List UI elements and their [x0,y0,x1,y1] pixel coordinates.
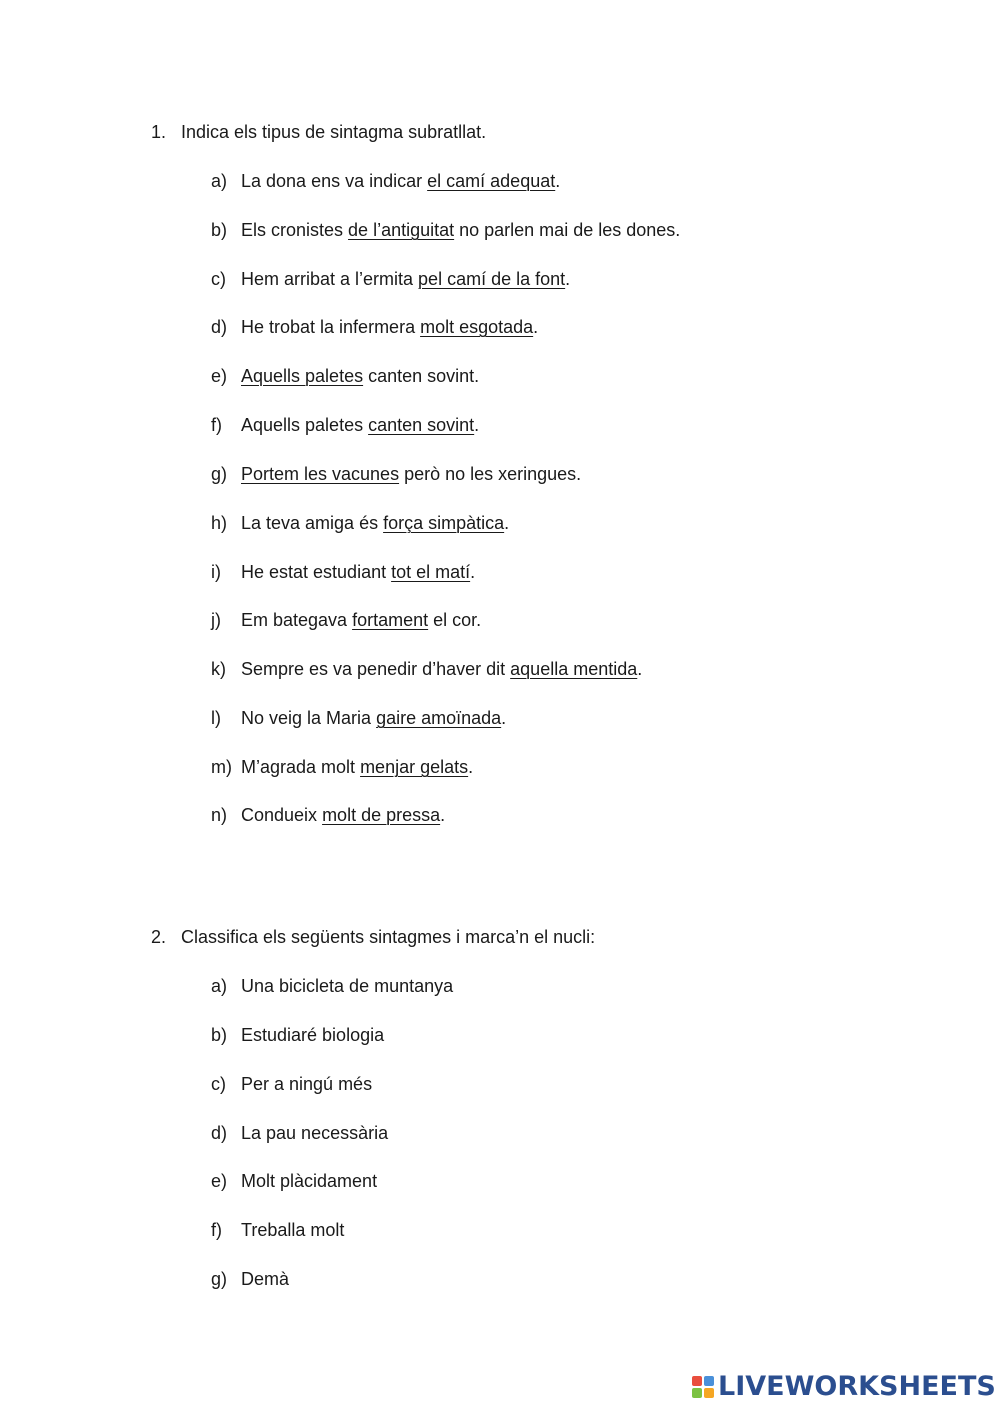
question-1-number: 1. [151,122,167,142]
q1-item-f [211,414,479,436]
underlined-phrase: canten sovint [368,415,475,435]
item-letter: f) [211,1220,222,1240]
item-text: La dona ens va indicar [241,171,428,191]
logo-block-1 [692,1376,702,1386]
item-letter: n) [211,805,228,825]
question-1-title: Indica els tipus de sintagma subratllat. [181,122,487,142]
item-letter: l) [211,708,221,728]
item-text: Treballa molt [241,1220,345,1240]
item-text: Una bicicleta de muntanya [241,976,454,996]
item-letter: h) [211,513,228,533]
item-text: No veig la Maria [241,708,377,728]
item-letter: i) [211,562,221,582]
item-letter: e) [211,1171,228,1191]
item-text: . [474,415,480,435]
item-text: He estat estudiant [241,562,392,582]
item-text: . [555,171,561,191]
item-text: . [565,269,571,289]
q2-item-g [211,1268,289,1290]
q1-item-k [211,658,642,680]
item-text: no parlen mai de les dones. [454,220,681,240]
underlined-phrase: menjar gelats [360,757,469,777]
item-text: el cor. [428,610,482,630]
logo-block-2 [704,1376,714,1386]
item-letter: g) [211,1269,228,1289]
q2-item-f [211,1219,344,1241]
q1-item-h [211,512,509,534]
underlined-phrase: pel camí de la font [418,269,566,289]
item-letter: a) [211,171,228,191]
q1-item-j [211,609,481,631]
underlined-phrase: fortament [352,610,429,630]
item-letter: g) [211,464,228,484]
item-text: . [637,659,643,679]
item-letter: b) [211,220,228,240]
item-text: Per a ningú més [241,1074,373,1094]
item-text: canten sovint. [363,366,480,386]
item-text: Condueix [241,805,323,825]
item-text: Hem arribat a l’ermita [241,269,419,289]
item-letter: j) [211,610,221,630]
item-letter: f) [211,415,222,435]
q2-item-c [211,1073,372,1095]
q2-item-e [211,1170,377,1192]
item-letter: d) [211,317,228,337]
item-text: M’agrada molt [241,757,361,777]
question-1-heading [151,121,486,143]
logo-block-3 [692,1388,702,1398]
underlined-phrase: Portem les vacunes [241,464,400,484]
underlined-phrase: gaire amoïnada [376,708,502,728]
underlined-phrase: tot el matí [391,562,471,582]
underlined-phrase: el camí adequat [427,171,556,191]
q2-item-b [211,1024,384,1046]
item-text: . [501,708,507,728]
item-letter: d) [211,1123,228,1143]
q2-item-d [211,1122,388,1144]
item-text: La pau necessària [241,1123,389,1143]
item-letter: e) [211,366,228,386]
item-text: . [533,317,539,337]
q1-item-i [211,561,475,583]
underlined-phrase: aquella mentida [510,659,638,679]
item-text: però no les xeringues. [399,464,582,484]
underlined-phrase: molt de pressa [322,805,441,825]
item-text: Estudiaré biologia [241,1025,385,1045]
item-text: Demà [241,1269,290,1289]
item-letter: c) [211,1074,226,1094]
underlined-phrase: Aquells paletes [241,366,364,386]
question-2-number: 2. [151,927,167,947]
q1-item-l [211,707,506,729]
item-text: La teva amiga és [241,513,384,533]
logo-text: LIVEWORKSHEETS [718,1371,996,1402]
item-letter: a) [211,976,228,996]
underlined-phrase: força simpàtica [383,513,505,533]
q1-item-a [211,170,560,192]
q2-item-a [211,975,453,997]
q1-item-b [211,219,680,241]
q1-item-m [211,756,473,778]
q1-item-c [211,268,570,290]
item-letter: b) [211,1025,228,1045]
underlined-phrase: molt esgotada [420,317,534,337]
logo-blocks-icon [692,1376,714,1398]
item-text: Els cronistes [241,220,349,240]
q1-item-n [211,804,445,826]
liveworksheets-logo[interactable] [692,1372,996,1402]
item-letter: k) [211,659,226,679]
item-text: . [468,757,474,777]
item-letter: c) [211,269,226,289]
underlined-phrase: de l’antiguitat [348,220,455,240]
q1-item-g [211,463,581,485]
item-text: He trobat la infermera [241,317,421,337]
item-text: Sempre es va penedir d’haver dit [241,659,511,679]
item-letter: m) [211,757,232,777]
item-text: . [470,562,476,582]
item-text: . [504,513,510,533]
logo-block-4 [704,1388,714,1398]
item-text: Molt plàcidament [241,1171,378,1191]
q1-item-d [211,316,538,338]
item-text: Em bategava [241,610,353,630]
question-2-heading [151,926,595,948]
question-2-title: Classifica els següents sintagmes i marca’n el nucli: [181,927,596,947]
item-text: Aquells paletes [241,415,369,435]
item-text: . [440,805,446,825]
q1-item-e [211,365,479,387]
